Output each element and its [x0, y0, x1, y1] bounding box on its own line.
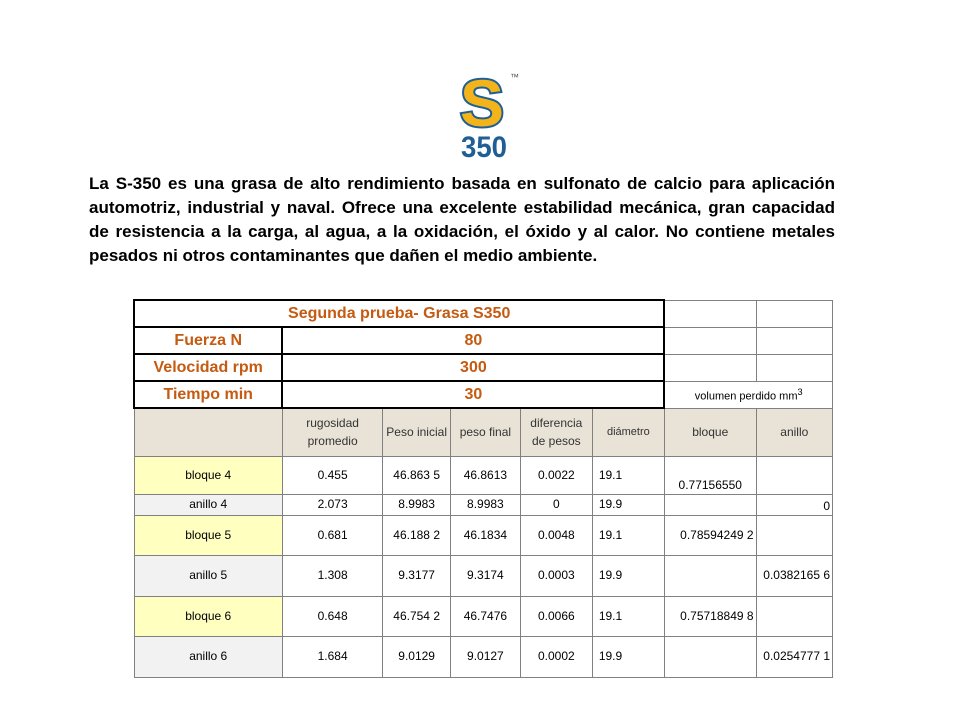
logo-number: 350	[461, 131, 507, 164]
diferencia-cell: 0.0003	[520, 555, 592, 596]
s350-logo	[440, 68, 524, 164]
bloque-volume-cell: 0.75718849 8	[664, 596, 756, 636]
diametro-cell: 19.9	[592, 636, 664, 677]
empty-cell	[664, 354, 756, 381]
anillo-volume-cell	[756, 456, 832, 494]
row-label: anillo 4	[134, 494, 282, 515]
empty-cell	[664, 300, 756, 327]
row-label: anillo 6	[134, 636, 282, 677]
peso-final-cell: 46.1834	[450, 515, 520, 555]
diametro-cell: 19.9	[592, 494, 664, 515]
peso-inicial-cell: 46.863 5	[383, 456, 451, 494]
test-results-table	[133, 299, 833, 678]
column-header: Peso inicial	[383, 408, 451, 456]
peso-inicial-cell: 46.188 2	[383, 515, 451, 555]
param-value: 30	[282, 381, 664, 408]
row-label: bloque 4	[134, 456, 282, 494]
volume-lost-unit: 3	[797, 386, 803, 397]
rugosidad-cell: 1.684	[282, 636, 382, 677]
rugosidad-cell: 1.308	[282, 555, 382, 596]
anillo-volume-cell: 0.0254777 1	[756, 636, 832, 677]
diametro-cell: 19.1	[592, 515, 664, 555]
logo-letter: S	[460, 68, 505, 140]
rugosidad-cell: 0.681	[282, 515, 382, 555]
empty-cell	[664, 327, 756, 354]
row-label: bloque 6	[134, 596, 282, 636]
column-header-blank	[134, 408, 282, 456]
peso-inicial-cell: 9.3177	[383, 555, 451, 596]
empty-cell	[756, 300, 832, 327]
diferencia-cell: 0.0048	[520, 515, 592, 555]
rugosidad-cell: 0.648	[282, 596, 382, 636]
rugosidad-cell: 0.455	[282, 456, 382, 494]
table-row	[134, 555, 833, 596]
table-row	[134, 515, 833, 555]
param-label: Tiempo min	[134, 381, 282, 408]
column-header: rugosidad promedio	[282, 408, 382, 456]
diferencia-cell: 0.0066	[520, 596, 592, 636]
bloque-volume-cell	[664, 636, 756, 677]
volume-lost-header	[664, 381, 832, 408]
peso-final-cell: 8.9983	[450, 494, 520, 515]
table-row	[134, 636, 833, 677]
peso-inicial-cell: 9.0129	[383, 636, 451, 677]
trademark-symbol: ™	[510, 72, 519, 82]
anillo-volume-cell	[756, 515, 832, 555]
peso-final-cell: 9.3174	[450, 555, 520, 596]
peso-final-cell: 46.8613	[450, 456, 520, 494]
peso-final-cell: 9.0127	[450, 636, 520, 677]
row-label: bloque 5	[134, 515, 282, 555]
param-value: 80	[282, 327, 664, 354]
param-label: Fuerza N	[134, 327, 282, 354]
peso-inicial-cell: 46.754 2	[383, 596, 451, 636]
diferencia-cell: 0.0022	[520, 456, 592, 494]
anillo-volume-cell: 0	[756, 494, 832, 515]
table-row	[134, 494, 833, 515]
bloque-volume-cell	[664, 494, 756, 515]
diametro-cell: 19.1	[592, 596, 664, 636]
bloque-volume-cell: 0.78594249 2	[664, 515, 756, 555]
column-header: peso final	[450, 408, 520, 456]
peso-final-cell: 46.7476	[450, 596, 520, 636]
intro-paragraph: La S-350 es una grasa de alto rendimiento basada en sulfonato de calcio para aplicación automotriz, industrial y naval. Ofrece una excelente estabilidad mecánica, gran capacidad de resistencia a la carga, al agua, a la oxidación, el óxido y al calor. No contiene metales pesados ni otros contaminantes que dañen el medio ambiente.	[89, 174, 835, 265]
diferencia-cell: 0	[520, 494, 592, 515]
empty-cell	[756, 327, 832, 354]
bloque-volume-cell: 0.77156550	[664, 456, 756, 494]
diametro-cell: 19.1	[592, 456, 664, 494]
bloque-volume-cell	[664, 555, 756, 596]
column-header: anillo	[756, 408, 832, 456]
diametro-cell: 19.9	[592, 555, 664, 596]
table-row	[134, 596, 833, 636]
anillo-volume-cell	[756, 596, 832, 636]
column-header: diferencia de pesos	[520, 408, 592, 456]
param-value: 300	[282, 354, 664, 381]
table-row	[134, 456, 833, 494]
table-title: Segunda prueba- Grasa S350	[134, 300, 664, 327]
empty-cell	[756, 354, 832, 381]
anillo-volume-cell: 0.0382165 6	[756, 555, 832, 596]
peso-inicial-cell: 8.9983	[383, 494, 451, 515]
column-header: bloque	[664, 408, 756, 456]
row-label: anillo 5	[134, 555, 282, 596]
param-label: Velocidad rpm	[134, 354, 282, 381]
diferencia-cell: 0.0002	[520, 636, 592, 677]
column-header: diámetro	[592, 408, 664, 456]
volume-lost-label: volumen perdido mm	[694, 390, 798, 403]
rugosidad-cell: 2.073	[282, 494, 382, 515]
